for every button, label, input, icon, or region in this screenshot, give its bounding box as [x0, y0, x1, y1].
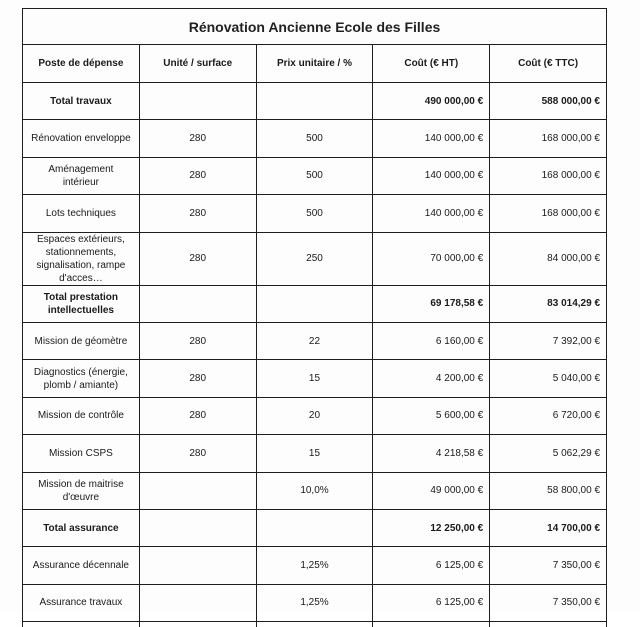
cell-prix: 500 [256, 120, 373, 157]
cell-prix: 500 [256, 157, 373, 194]
cell-unite [139, 584, 256, 621]
table-row [23, 195, 607, 232]
cell-cout-ttc: 168 000,00 € [490, 157, 607, 194]
cell-poste: Assurance travaux [23, 584, 140, 621]
cell-cout-ttc: 14 700,00 € [490, 509, 607, 546]
total-row [23, 285, 607, 322]
cell-poste: Aménagement intérieur [23, 157, 140, 194]
cell-cout-ttc: 168 000,00 € [490, 195, 607, 232]
cell-prix: 1,25% [256, 547, 373, 584]
table-row [23, 360, 607, 397]
cell-cout-ht [373, 622, 490, 627]
cell-cout-ht: 140 000,00 € [373, 120, 490, 157]
column-header-cout-ht: Coût (€ HT) [373, 45, 490, 83]
cell-unite: 280 [139, 360, 256, 397]
budget-table [22, 8, 607, 627]
cell-prix [256, 622, 373, 627]
cell-unite: 280 [139, 195, 256, 232]
cut-off-row [23, 622, 607, 627]
title-row [23, 9, 607, 45]
cell-cout-ht: 12 250,00 € [373, 509, 490, 546]
table-row [23, 397, 607, 434]
cell-cout-ht: 140 000,00 € [373, 157, 490, 194]
cell-poste: Assurance décennale [23, 547, 140, 584]
total-row [23, 509, 607, 546]
cell-poste: Espaces extérieurs, stationnements, signalisation, rampe d'acces… [23, 232, 140, 285]
cell-cout-ht: 5 600,00 € [373, 397, 490, 434]
cell-unite [139, 285, 256, 322]
cell-prix: 1,25% [256, 584, 373, 621]
cell-poste: Total travaux [23, 83, 140, 120]
cell-poste: Rénovation enveloppe [23, 120, 140, 157]
cell-poste: Mission CSPS [23, 435, 140, 472]
cell-prix: 10,0% [256, 472, 373, 509]
cell-cout-ht: 140 000,00 € [373, 195, 490, 232]
table-row [23, 435, 607, 472]
cell-cout-ht: 6 125,00 € [373, 584, 490, 621]
cell-cout-ttc: 84 000,00 € [490, 232, 607, 285]
cell-prix: 500 [256, 195, 373, 232]
cell-cout-ttc: 7 350,00 € [490, 584, 607, 621]
total-row [23, 83, 607, 120]
cell-cout-ht: 70 000,00 € [373, 232, 490, 285]
table-row [23, 120, 607, 157]
cell-unite [139, 472, 256, 509]
cell-cout-ttc: 7 350,00 € [490, 547, 607, 584]
table-row [23, 547, 607, 584]
cell-cout-ht: 4 200,00 € [373, 360, 490, 397]
cell-cout-ht: 49 000,00 € [373, 472, 490, 509]
cell-prix: 22 [256, 322, 373, 359]
table-title: Rénovation Ancienne Ecole des Filles [23, 9, 607, 45]
cell-unite [139, 622, 256, 627]
cell-cout-ttc: 588 000,00 € [490, 83, 607, 120]
cell-poste: Total prestation intellectuelles [23, 285, 140, 322]
cell-cout-ttc: 5 062,29 € [490, 435, 607, 472]
cell-poste: Total assurance [23, 509, 140, 546]
cell-unite [139, 547, 256, 584]
header-row [23, 45, 607, 83]
cell-cout-ht: 6 160,00 € [373, 322, 490, 359]
cell-prix: 15 [256, 435, 373, 472]
cell-cout-ht: 69 178,58 € [373, 285, 490, 322]
table-row [23, 584, 607, 621]
table-row [23, 232, 607, 285]
column-header-unite: Unité / surface [139, 45, 256, 83]
cell-cout-ttc [490, 622, 607, 627]
cell-poste: Mission de géomètre [23, 322, 140, 359]
cell-unite: 280 [139, 232, 256, 285]
cell-cout-ttc: 6 720,00 € [490, 397, 607, 434]
cell-prix: 20 [256, 397, 373, 434]
cell-unite: 280 [139, 120, 256, 157]
table-row [23, 322, 607, 359]
cell-unite: 280 [139, 435, 256, 472]
cell-unite [139, 83, 256, 120]
cell-poste: Lots techniques [23, 195, 140, 232]
column-header-prix: Prix unitaire / % [256, 45, 373, 83]
cell-cout-ttc: 5 040,00 € [490, 360, 607, 397]
cell-cout-ht: 4 218,58 € [373, 435, 490, 472]
column-header-poste: Poste de dépense [23, 45, 140, 83]
cell-unite: 280 [139, 397, 256, 434]
cell-prix: 15 [256, 360, 373, 397]
cell-cout-ttc: 58 800,00 € [490, 472, 607, 509]
cell-cout-ttc: 83 014,29 € [490, 285, 607, 322]
cell-prix [256, 285, 373, 322]
cell-prix [256, 83, 373, 120]
cell-poste [23, 622, 140, 627]
cell-cout-ttc: 168 000,00 € [490, 120, 607, 157]
cell-unite: 280 [139, 322, 256, 359]
cell-prix [256, 509, 373, 546]
cell-poste: Mission de maitrise d'œuvre [23, 472, 140, 509]
cell-prix: 250 [256, 232, 373, 285]
table-row [23, 157, 607, 194]
cell-unite [139, 509, 256, 546]
cell-unite: 280 [139, 157, 256, 194]
cell-poste: Diagnostics (énergie, plomb / amiante) [23, 360, 140, 397]
column-header-cout-ttc: Coût (€ TTC) [490, 45, 607, 83]
table-row [23, 472, 607, 509]
cell-cout-ht: 490 000,00 € [373, 83, 490, 120]
cell-poste: Mission de contrôle [23, 397, 140, 434]
cell-cout-ht: 6 125,00 € [373, 547, 490, 584]
cell-cout-ttc: 7 392,00 € [490, 322, 607, 359]
